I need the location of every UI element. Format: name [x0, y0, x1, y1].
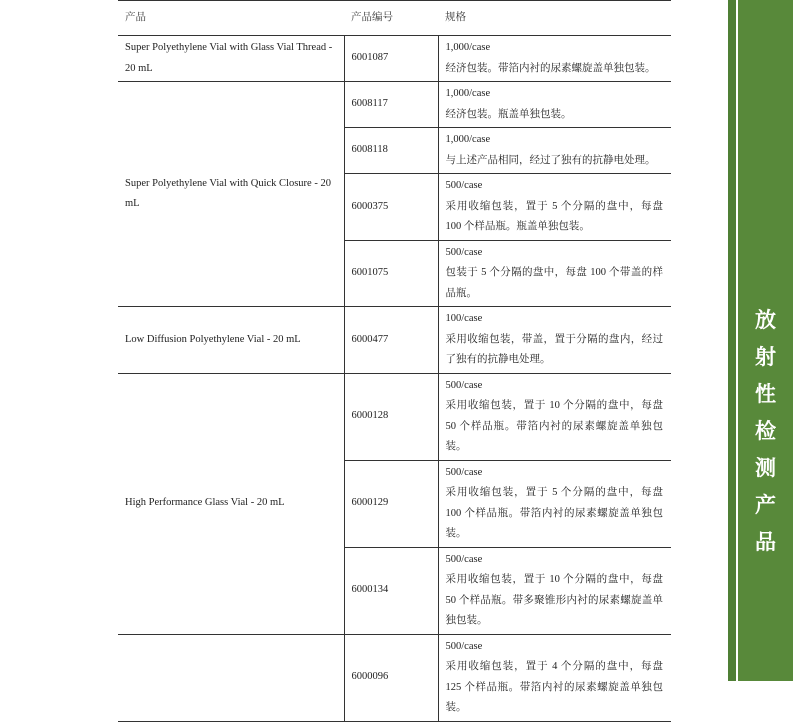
- spec-description: 包装于 5 个分隔的盘中，每盘 100 个带盖的样品瓶。: [445, 267, 663, 299]
- spec-description: 采用收缩包装，置于 4 个分隔的盘中，每盘 125 个样品瓶。带箔内衬的尿素螺旋盖单独包装。: [445, 661, 663, 713]
- spec-cell: [438, 373, 671, 460]
- header-code: 产品编号: [344, 1, 438, 36]
- spec-cell: [438, 82, 671, 128]
- spec-quantity: 500/case: [445, 553, 483, 565]
- product-name-cell: High Performance Glass Vial - 20 mL: [118, 373, 344, 634]
- product-code-cell: 6000477: [344, 307, 438, 374]
- category-title-char: 性: [755, 382, 776, 406]
- product-name-cell: [118, 634, 344, 721]
- table-header-row: [118, 1, 671, 36]
- spec-description: 采用收缩包装，置于 5 个分隔的盘中，每盘 100 个样品瓶。带箔内衬的尿素螺旋盖单独包装。: [445, 487, 663, 539]
- product-code-cell: 6001075: [344, 240, 438, 307]
- spec-cell: [438, 460, 671, 547]
- table-row: [118, 307, 671, 374]
- product-name-cell: Super Polyethylene Vial with Quick Closure - 20 mL: [118, 82, 344, 307]
- product-code-cell: 6000096: [344, 634, 438, 721]
- spec-description: 采用收缩包装，带盖，置于分隔的盘内，经过了独有的抗静电处理。: [445, 333, 663, 365]
- spec-cell: [438, 240, 671, 307]
- spec-description: 经济包装。瓶盖单独包装。: [445, 108, 572, 120]
- spec-quantity: 500/case: [445, 180, 483, 191]
- spec-quantity: 100/case: [445, 313, 483, 324]
- spec-description: 采用收缩包装，置于 10 个分隔的盘中，每盘 50 个样品瓶。带多聚锥形内衬的尿素螺旋盖单独包装。: [445, 574, 663, 626]
- spec-cell: [438, 36, 671, 82]
- spec-table-body: [118, 1, 671, 722]
- category-title-char: 测: [755, 456, 776, 480]
- category-sidebar: [728, 0, 793, 681]
- product-code-cell: 6001087: [344, 36, 438, 82]
- table-row: [118, 373, 671, 460]
- category-title-char: 检: [755, 419, 776, 443]
- spec-quantity: 500/case: [445, 640, 483, 652]
- header-product: 产品: [118, 1, 344, 36]
- spec-quantity: 1,000/case: [445, 88, 491, 99]
- category-title-char: 放: [755, 308, 776, 332]
- product-code-cell: 6008118: [344, 128, 438, 174]
- product-code-cell: 6000128: [344, 373, 438, 460]
- product-code-cell: 6000375: [344, 174, 438, 241]
- spec-cell: [438, 307, 671, 374]
- table-row: [118, 82, 671, 128]
- spec-description: 采用收缩包装，置于 10 个分隔的盘中，每盘 50 个样品瓶。带箔内衬的尿素螺旋盖单独包装。: [445, 400, 663, 452]
- product-spec-table: [118, 0, 671, 722]
- table-row: [118, 634, 671, 721]
- spec-quantity: 1,000/case: [445, 42, 491, 53]
- spec-cell: [438, 174, 671, 241]
- product-name-cell: Low Diffusion Polyethylene Vial - 20 mL: [118, 307, 344, 374]
- category-sidebar-panel: [736, 0, 793, 681]
- spec-quantity: 500/case: [445, 246, 483, 258]
- spec-description: 与上述产品相同，经过了独有的抗静电处理。: [445, 154, 656, 166]
- table-row: [118, 36, 671, 82]
- category-title-char: 品: [755, 530, 776, 554]
- spec-quantity: 500/case: [445, 466, 483, 478]
- spec-description: 采用收缩包装，置于 5 个分隔的盘中，每盘 100 个样品瓶。瓶盖单独包装。: [445, 200, 663, 232]
- spec-quantity: 1,000/case: [445, 134, 491, 145]
- spec-quantity: 500/case: [445, 379, 483, 391]
- category-title-char: 产: [755, 493, 776, 517]
- category-title-char: 射: [755, 345, 776, 369]
- product-code-cell: 6000129: [344, 460, 438, 547]
- product-code-cell: 6000134: [344, 547, 438, 634]
- product-code-cell: 6008117: [344, 82, 438, 128]
- product-name-cell: Super Polyethylene Vial with Glass Vial Thread - 20 mL: [118, 36, 344, 82]
- spec-cell: [438, 634, 671, 721]
- category-title: [738, 302, 793, 561]
- header-spec: 规格: [438, 1, 671, 36]
- spec-cell: [438, 547, 671, 634]
- spec-description: 经济包装。带箔内衬的尿素螺旋盖单独包装。: [445, 62, 656, 74]
- spec-cell: [438, 128, 671, 174]
